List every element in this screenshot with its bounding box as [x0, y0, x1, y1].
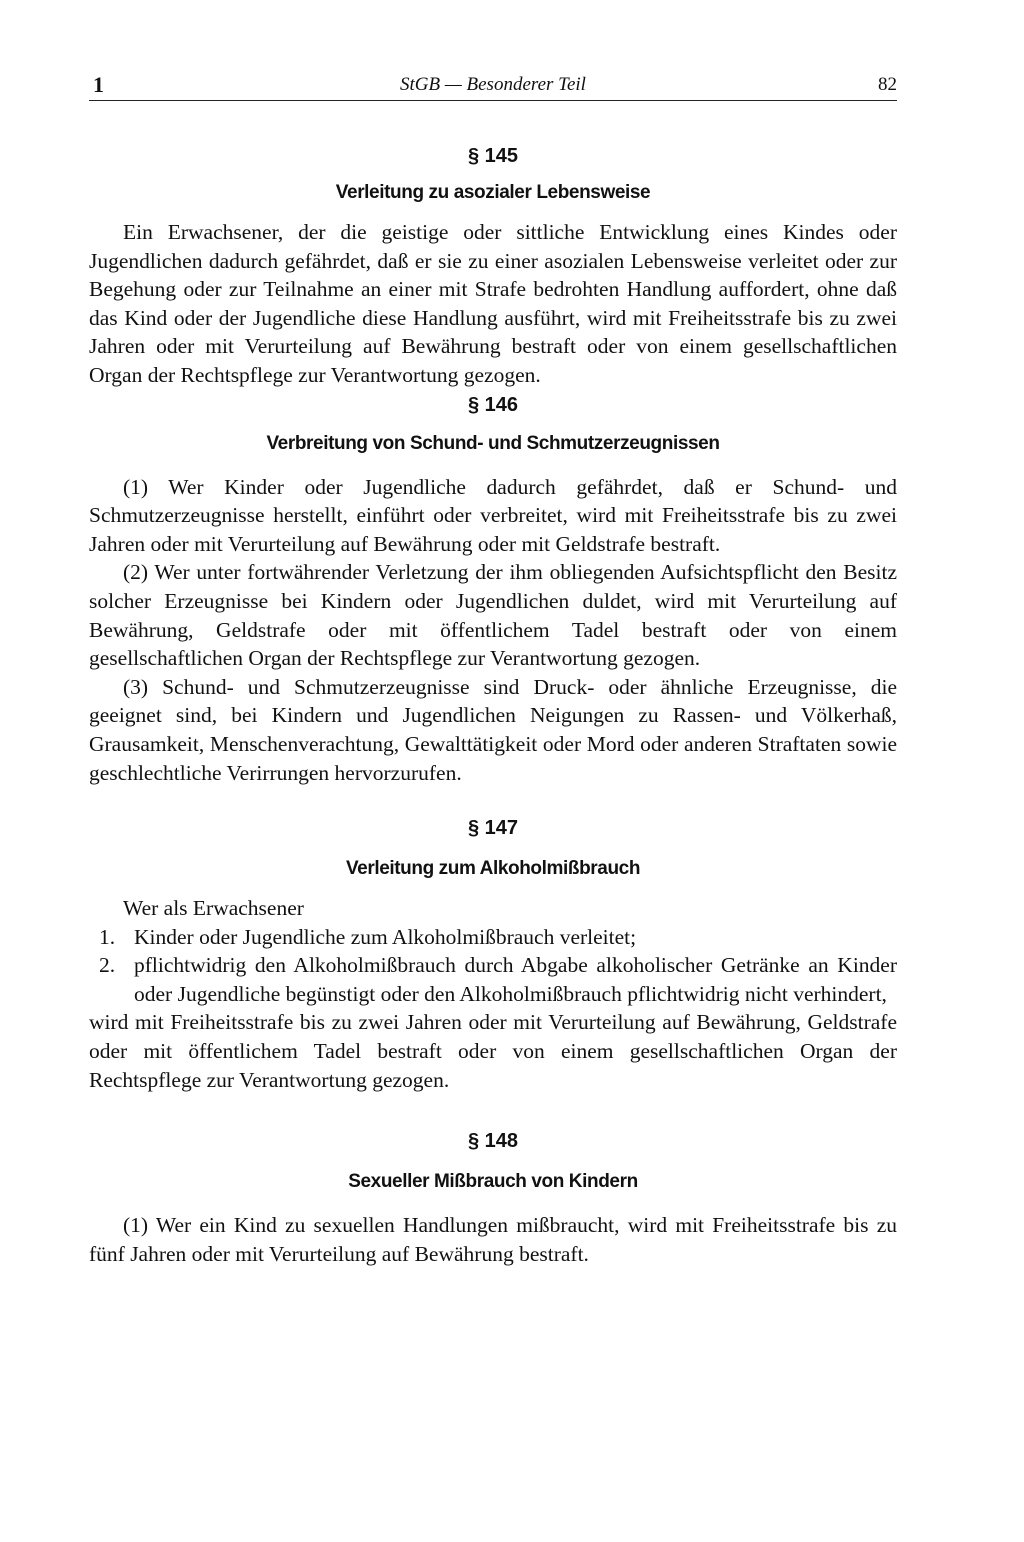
section-paragraph: Ein Erwachsener, der die geistige oder sittliche Entwicklung eines Kindes oder Jugendlichen dadurch gefährdet, daß er sie zu einer asozialen Lebensweise verleitet oder zur Begehung oder zur Teilnahme an einer mit Strafe bedrohten Handlung auffordert, ohne daß das Kind oder der Jugendliche diese Handlung ausführt, wird mit Freiheitsstrafe bis zu zwei Jahren oder mit Verurteilung auf Bewährung bestraft oder von einem gesellschaftlichen Organ der Rechtspflege zur Verantwortung gezogen. — [89, 220, 897, 387]
section-paragraph: (3) Schund- und Schmutzerzeugnisse sind Druck- oder ähnliche Erzeugnisse, die geeignet sind, bei Kindern und Jugendlichen Neigungen zu Rassen- und Völkerhaß, Grausamkeit, Menschenverachtung, Gewalttätigkeit oder Mord oder anderen Straftaten sowie geschlechtliche Verirrungen hervorzurufen. — [89, 674, 897, 785]
running-title: StGB — Besonderer Teil — [400, 74, 586, 95]
section-145 — [89, 145, 897, 390]
section-number: § 145 — [467, 145, 519, 167]
section-title: Sexueller Mißbrauch von Kindern — [348, 1171, 638, 1193]
list-intro: Wer als Erwachsener — [123, 896, 304, 921]
document-page — [89, 70, 897, 1268]
section-closing: wird mit Freiheitsstrafe bis zu zwei Jahren oder mit Verurteilung auf Bewährung, Geldstrafe oder mit öffentlichem Tadel bestraft oder von einem gesellschaftlichen Organ der Rechtspflege zur Verantwortung gezogen. — [89, 1010, 897, 1092]
chapter-number: 1 — [93, 72, 104, 97]
section-number: § 147 — [467, 817, 519, 840]
section-147 — [89, 817, 897, 1094]
section-146 — [89, 394, 897, 788]
section-number: § 148 — [467, 1130, 519, 1153]
list-item — [89, 951, 897, 1008]
section-paragraph: (2) Wer unter fortwährender Verletzung der ihm obliegenden Aufsichtspflicht den Besitz solcher Erzeugnisse bei Kindern oder Jugendlichen duldet, wird mit Verurteilung auf Bewährung, Geldstrafe oder mit öffentlichem Tadel bestraft oder von einem gesellschaftlichen Organ der Rechtspflege zur Verantwortung gezogen. — [89, 560, 897, 671]
list-marker: 1. — [99, 924, 116, 949]
running-header — [89, 70, 897, 101]
section-148 — [89, 1130, 897, 1268]
section-paragraph: (1) Wer Kinder oder Jugendliche dadurch gefährdet, daß er Schund- und Schmutzerzeugnisse herstellt, einführt oder verbreitet, wird mit Freiheitsstrafe bis zu zwei Jahren oder mit Verurteilung auf Bewährung oder mit Geldstrafe bestraft. — [89, 474, 897, 556]
section-number: § 146 — [467, 393, 519, 416]
list-item — [89, 923, 897, 952]
page-number: 82 — [878, 74, 897, 95]
list-item-text: pflichtwidrig den Alkoholmißbrauch durch Abgabe alkoholischer Getränke an Kinder oder Jugendliche begünstigt oder den Alkoholmißbrauch pflichtwidrig nicht verhindert, — [134, 953, 897, 1006]
section-title: Verbreitung von Schund- und Schmutzerzeugnissen — [266, 432, 720, 454]
list-marker: 2. — [99, 953, 116, 978]
section-paragraph: (1) Wer ein Kind zu sexuellen Handlungen mißbraucht, wird mit Freiheitsstrafe bis zu fünf Jahren oder mit Verurteilung auf Bewährung bestraft. — [89, 1213, 897, 1266]
section-title: Verleitung zu asozialer Lebensweise — [335, 182, 651, 203]
list-item-text: Kinder oder Jugendliche zum Alkoholmißbrauch verleitet; — [134, 924, 637, 949]
section-title: Verleitung zum Alkoholmißbrauch — [345, 858, 641, 880]
